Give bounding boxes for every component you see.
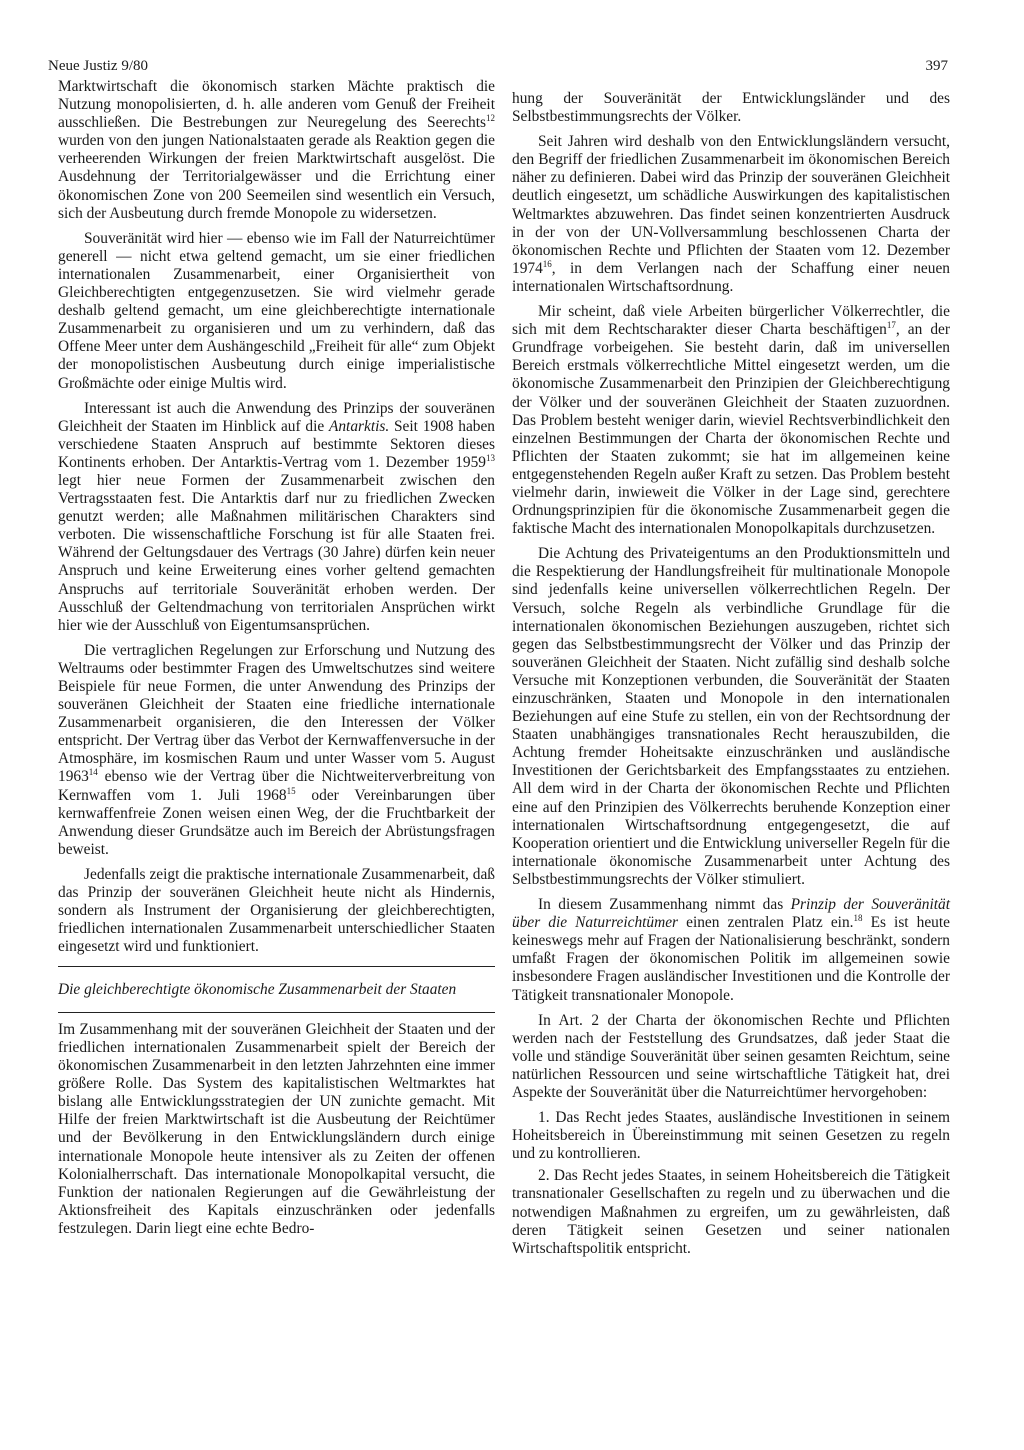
footnote-ref: 14 (88, 767, 98, 778)
paragraph: In diesem Zusammenhang nimmt das Prinzip der Souveränität über die Naturreichtümer einen zentralen Platz ein.$^{18}$ Es ist heute keineswegs mehr auf Fragen der Nationalisierung beschränkt, sondern umfaßt Fragen der ökonomischen Politik im allgemeinen sowie insbesondere Fragen ausländischer Investitionen und die Kontrolle der Tätigkeit transnationaler Monopole. (512, 896, 950, 1004)
section-heading: Die gleichberechtigte ökonomische Zusammenarbeit der Staaten (58, 981, 457, 999)
paragraph: Souveränität wird hier — ebenso wie im Fall der Naturreichtümer generell — nicht etwa geltend gemacht, um sie einer friedlichen internationalen Zusammenarbeit, einer Organisiertheit von Gleichberechtigten entgegenzusetzen. Sie wird vielmehr gerade deshalb geltend gemacht, um eine gleichberechtigte internationale Zusammenarbeit zu organisieren und um zu verhindern, daß das Offene Meer unter dem Aushängeschild „Freiheit für alle“ zum Objekt der monopolistischen Ausbeutung durch einige imperialistische Großmächte oder einige Multis wird. (58, 229, 495, 392)
footnote-ref: 13 (486, 452, 495, 463)
paragraph: Jedenfalls zeigt die praktische internationale Zusammenarbeit, daß das Prinzip der souveränen Gleichheit heute nicht als Hindernis, sondern als Instrument der Organisierung der gleichberechtigten, friedlichen internationalen Zusammenarbeit unterschiedlicher Staaten eingesetzt wird und funktioniert. (58, 865, 495, 956)
list-item: 1. Das Recht jedes Staates, ausländische Investitionen in seinem Hoheitsbereich in Übereinstimmung mit seinen Gesetzen zu regeln und zu kontrollieren. (512, 1109, 950, 1163)
paragraph: In Art. 2 der Charta der ökonomischen Rechte und Pflichten werden nach der Feststellung des Grundsatzes, daß jeder Staat die volle und ständige Souveränität über seinen gesamten Reichtum, seine natürlichen Ressourcen und seine wirtschaftliche Tätigkeit hat, drei Aspekte der Souveränität über die Naturreichtümer hervorgehoben: (512, 1011, 950, 1101)
paragraph: Die vertraglichen Regelungen zur Erforschung und Nutzung des Weltraums oder bestimmter Fragen des Umweltschutzes sind weitere Beispiele für neue Formen, die unter Anwendung des Prinzips der souveränen Gleichheit der Staaten eine friedliche internationale Zusammenarbeit organisieren, die den Interessen der Völker entspricht. Der Vertrag über das Verbot der Kernwaffenversuche in der Atmosphäre, im kosmischen Raum und unter Wasser vom 5. August 1963$^{14}$ ebenso wie der Vertrag über die Nichtweiterverbreitung von Kernwaffen vom 1. Juli 1968$^{15}$ oder Vereinbarungen über kernwaffenfreie Zonen weisen einen Weg, der die Fruchtbarkeit der Anwendung dieser Grundsätze auch im Bereich der Abrüstungsfragen beweist. (58, 641, 496, 858)
journal-title: Neue Justiz 9/80 (48, 58, 148, 74)
paragraph: Marktwirtschaft die ökonomisch starken Mächte praktisch die Nutzung monopolisierten, d. h. alle anderen vom Genuß der Freiheit ausschließen. Die Bestrebungen zur Neuregelung des Seerechts$^{12}$ wurden von den jungen Nationalstaaten gerade als Reaktion gegen die verheerenden Wirkungen der freien Marktwirtschaft ausgelöst. Die Ausdehnung der Territorialgewässer und die Errichtung einer ökonomischen Zone von 200 Seemeilen sind wesentlich ein Versuch, sich der Ausbeutung durch fremde Monopole zu widersetzen. (58, 78, 495, 222)
left-column (58, 78, 495, 1245)
footnote-ref: 15 (286, 785, 296, 796)
footnote-ref: 18 (853, 913, 863, 923)
page-number: 397 (925, 58, 948, 74)
emphasis: Antarktis. (328, 417, 390, 435)
page-header (48, 58, 976, 80)
paragraph: Die Achtung des Privateigentums an den Produktionsmitteln und die Respektierung der Handlungsfreiheit für multinationale Monopole sind jedenfalls keine universellen völkerrechtlichen Regeln. Der Versuch, solche Regeln als verbindliche Grundlage für die internationalen ökonomischen Beziehungen auszugeben, richtet sich gegen das Selbstbestimmungsrecht der Völker und das Prinzip der souveränen Gleichheit der Staaten. Nicht zufällig sind deshalb solche Versuche mit Konzeptionen verbunden, die Souveränität der Staaten einzuschränken, Staaten und Monopole in den internationalen Beziehungen auf eine Stufe zu stellen, ein von der Rechtsordnung der Staaten unabhängiges transnationales Recht herauszubilden, die Achtung fremder Hoheitsakte einzuschränken und ausländische Investitionen der Gerichtsbarkeit des Empfangsstaates zu entziehen. All dem wird in der Charta der ökonomischen Rechte und Pflichten eine auf den Prinzipien des Völkerrechts beruhende Konzeption einer internationalen Wirtschaftsordnung entgegengesetzt, die auf Kooperation orientiert und die Entwicklung universeller Regeln für die internationale ökonomische Zusammenarbeit unter Achtung des Selbstbestimmungsrechts der Völker stimuliert. (512, 545, 950, 888)
section-divider (58, 966, 495, 967)
right-column (512, 90, 950, 1262)
paragraph: Im Zusammenhang mit der souveränen Gleichheit der Staaten und der friedlichen internationalen Zusammenarbeit spielt der Bereich der ökonomischen Zusammenarbeit in den letzten Jahrzehnten eine immer größere Rolle. Das System des kapitalistischen Weltmarktes hat bislang alle Entwicklungsstrategien der UN zunichte gemacht. Mit Hilfe der freien Marktwirtschaft ist die Ausbeutung der Reichtümer und der Bevölkerung in den Entwicklungsländern durch einige internationale Monopole heute intensiver als zu Zeiten der offenen Kolonialherrschaft. Das internationale Monopolkapital versucht, die Funktion der nationalen Regierungen auf die Gewährleistung der Aktionsfreiheit des Kapitals einzuschränken oder jedenfalls festzulegen. Darin liegt eine echte Bedro- (58, 1020, 495, 1237)
footnote-ref: 17 (886, 320, 896, 330)
paragraph: Interessant ist auch die Anwendung des Prinzips der souveränen Gleichheit der Staaten im Hinblick auf die Antarktis. Seit 1908 haben verschiedene Staaten Anspruch auf bestimmte Sektoren dieses Kontinents erhoben. Der Antarktis-Vertrag vom 1. Dezember 1959$^{13}$ legt hier neue Formen der Zusammenarbeit zwischen den Vertragsstaaten fest. Die Antarktis darf nur zu friedlichen Zwecken genutzt werden; alle Maßnahmen militärischen Charakters sind verboten. Die wissenschaftliche Forschung ist für alle Staaten frei. Während der Geltungsdauer des Vertrags (30 Jahre) dürfen kein neuer Anspruch und keine Erweiterung eines vorher geltend gemachten Anspruchs auf territoriale Souveränität erhoben werden. Der Ausschluß der Geltendmachung von territorialen Ansprüchen wirkt hier wie der Ausschluß von Eigentumsansprüchen. (58, 399, 495, 634)
emphasis: Prinzip der Souveränität über die Naturreichtümer (512, 896, 950, 932)
paragraph: hung der Souveränität der Entwicklungsländer und des Selbstbestimmungsrechts der Völker. (512, 90, 950, 126)
paragraph: Mir scheint, daß viele Arbeiten bürgerlicher Völkerrechtler, die sich mit dem Rechtscharakter dieser Charta beschäftigen$^{17}$, an der Grundfrage vorbeigehen. Sie besteht darin, daß im universellen Bereich erstmals völkerrechtliche Mittel eingesetzt werden, um die ökonomische Zusammenarbeit den Prinzipien der Gleichberechtigung der Völker und der souveränen Gleichheit der Staaten zuzuordnen. Das Problem besteht weniger darin, wieviel Rechtsverbindlichkeit den einzelnen Bestimmungen der Charta der ökonomischen Rechte und Pflichten der Staaten zukommt; sie hat im allgemeinen keine entgegenstehenden Regeln außer Kraft zu setzen. Das Problem besteht vielmehr darin, inwieweit die Völker in der Lage sind, gerechtere Ordnungsprinzipien für die ökonomische Zusammenarbeit gegen die faktische Macht des internationalen Monopolkapitals durchzusetzen. (512, 303, 950, 538)
footnote-ref: 16 (542, 258, 552, 269)
section-divider (58, 1012, 495, 1013)
footnote-ref: 12 (486, 113, 495, 124)
paragraph: Seit Jahren wird deshalb von den Entwicklungsländern versucht, den Begriff der friedlichen Zusammenarbeit im ökonomischen Bereich näher zu definieren. Dabei wird das Prinzip der souveränen Gleichheit deutlich eingesetzt, um schädliche Auswirkungen des kapitalistischen Weltmarktes abzuwehren. Das findet seinen konzentrierten Ausdruck in der von der UN-Vollversammlung beschlossenen Charta der ökonomischen Rechte und Pflichten der Staaten vom 12. Dezember 1974$^{16}$, in dem Verlangen nach der Schaffung einer neuen internationalen Wirtschaftsordnung. (512, 133, 950, 295)
list-item: 2. Das Recht jedes Staates, in seinem Hoheitsbereich die Tätigkeit transnationaler Gesellschaften zu regeln und zu überwachen und die notwendigen Maßnahmen zu ergreifen, um zu gewährleisten, daß deren Tätigkeit seinen Gesetzen und seiner nationalen Wirtschaftspolitik entspricht. (512, 1167, 950, 1257)
